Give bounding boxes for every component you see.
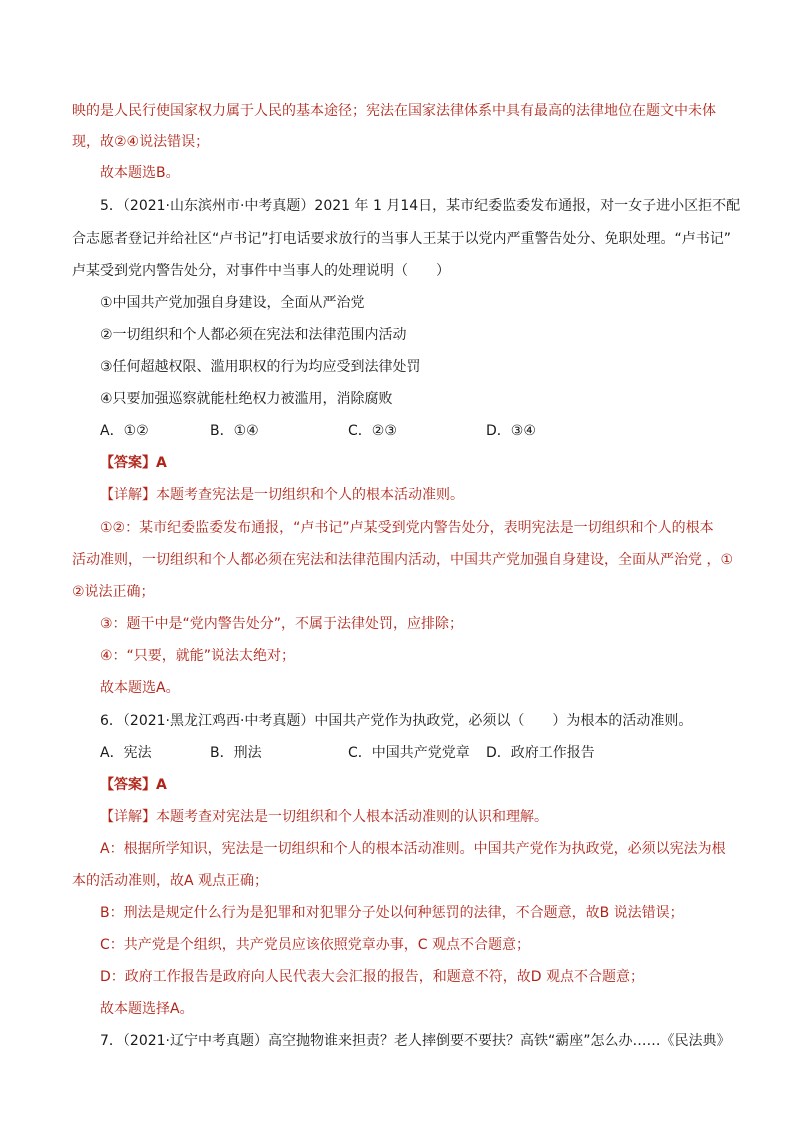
- text-line: 合志愿者登记并给社区“卢书记”打电话要求放行的当事人王某于以党内严重警告处分、免职处理。“卢书记”: [72, 231, 732, 247]
- statement-1: ①中国共产党加强自身建设，全面从严治党: [100, 295, 365, 311]
- option-b: B．刑法: [210, 745, 262, 761]
- text-line: 现，故②④说法错误；: [72, 134, 210, 150]
- question-6-stem: 6．（2021·黑龙江鸡西·中考真题）中国共产党作为执政党，必须以（ ）为根本的活动准则。: [100, 713, 693, 729]
- question-7-stem: 7．（2021·辽宁中考真题）高空抛物谁来担责？老人摔倒要不要扶？高铁“霸座”怎么办……《民法典》: [100, 1033, 731, 1049]
- text-line: B：刑法是规定什么行为是犯罪和对犯罪分子处以何种惩罚的法律，不合题意，故B 说法错误；: [100, 905, 684, 921]
- option-d: D．③④: [486, 423, 536, 439]
- statement-3: ③任何超越权限、滥用职权的行为均应受到法律处罚: [100, 359, 421, 375]
- text-line: C：共产党是个组织，共产党员应该依照党章办事，C 观点不合题意；: [100, 937, 530, 953]
- option-c: C．中国共产党党章: [348, 745, 470, 761]
- text-line: 本的活动准则，故A 观点正确；: [72, 873, 269, 889]
- text-line: ④：“只要，就能”说法太绝对；: [100, 648, 296, 664]
- text-line: 卢某受到党内警告处分，对事件中当事人的处理说明（ ）: [72, 263, 450, 279]
- question-5-stem: 5．（2021·山东滨州市·中考真题）2021 年 1 月14日，某市纪委监委发布通报，对一女子进小区拒不配: [100, 198, 741, 214]
- explanation-label: 【详解】本题考查对宪法是一切组织和个人根本活动准则的认识和理解。: [100, 809, 548, 825]
- text-line: D：政府工作报告是政府向人民代表大会汇报的报告，和题意不符，故D 观点不合题意；: [100, 969, 645, 985]
- text-line: ①②：某市纪委监委发布通报，“卢书记”卢某受到党内警告处分，表明宪法是一切组织和个人的根本: [100, 520, 714, 536]
- text-line: ②说法正确；: [72, 584, 155, 600]
- statement-4: ④只要加强巡察就能杜绝权力被滥用，消除腐败: [100, 391, 393, 407]
- text-line: 故本题选A。: [100, 680, 180, 696]
- text-line: 故本题选择A。: [100, 1001, 194, 1017]
- option-c: C．②③: [348, 423, 397, 439]
- text-line: 故本题选B。: [100, 165, 180, 181]
- option-a: A．宪法: [100, 745, 152, 761]
- option-b: B．①④: [210, 423, 259, 439]
- text-line: 活动准则，一切组织和个人都必须在宪法和法律范围内活动，中国共产党加强自身建设，全面从严治党 ，①: [72, 552, 733, 568]
- answer-label: 【答案】A: [100, 455, 167, 471]
- statement-2: ②一切组织和个人都必须在宪法和法律范围内活动: [100, 327, 407, 343]
- text-line: ③：题干中是“党内警告处分”，不属于法律处罚，应排除；: [100, 616, 464, 632]
- answer-label: 【答案】A: [100, 777, 167, 793]
- option-a: A．①②: [100, 423, 149, 439]
- text-line: A：根据所学知识，宪法是一切组织和个人的根本活动准则。中国共产党作为执政党，必须以宪法为根: [100, 841, 726, 857]
- option-d: D．政府工作报告: [486, 745, 595, 761]
- text-line: 映的是人民行使国家权力属于人民的基本途径；宪法在国家法律体系中具有最高的法律地位在题文中未体: [72, 103, 716, 119]
- explanation-label: 【详解】本题考查宪法是一切组织和个人的根本活动准则。: [100, 487, 464, 503]
